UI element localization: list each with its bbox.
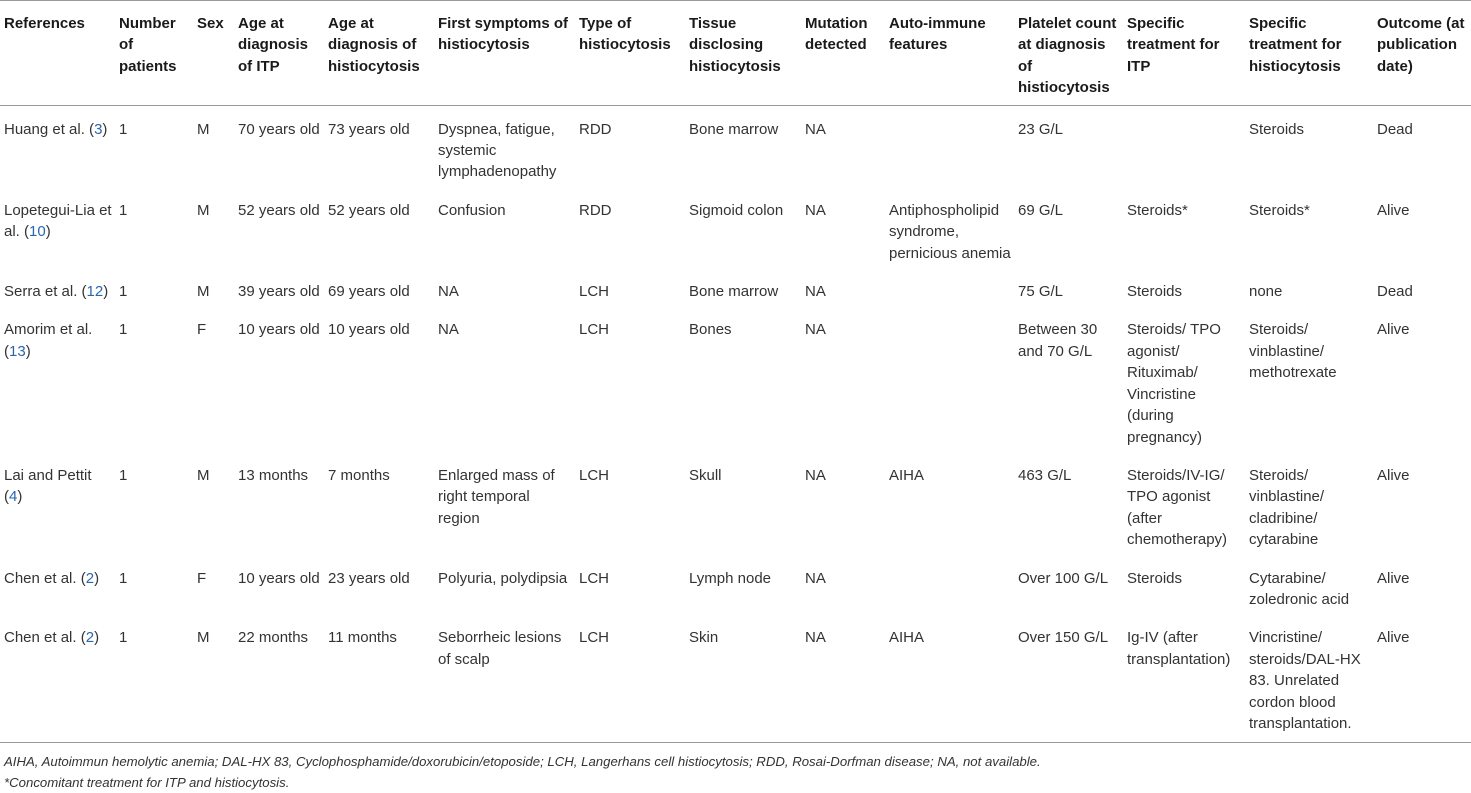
treatment-itp-cell: Steroids/ TPO agonist/ Rituximab/ Vincristine (during pregnancy) [1127,321,1221,446]
reference-link[interactable]: 4 [9,488,18,506]
column-header: Age at diagnosis of ITP [234,1,324,106]
reference-link[interactable]: 10 [29,223,46,241]
platelet-cell: Over 150 G/L [1014,614,1123,743]
tissue-cell: Skin [685,614,801,743]
treatment-histiocytosis-cell: Steroids [1249,120,1305,138]
reference-cell [0,187,115,268]
table-row [0,555,1471,615]
symptoms-cell: Dyspnea, fatigue, systemic lymphadenopathy [438,120,557,181]
mutation-cell: NA [805,466,826,484]
autoimmune-cell: AIHA [889,466,925,484]
column-header: Platelet count at diagnosis of histiocytosis [1014,1,1123,106]
column-header: First symptoms of histiocytosis [434,1,575,106]
sex-cell: F [197,321,207,339]
symptoms-cell: Enlarged mass of right temporal region [438,466,555,527]
symptoms-cell: NA [438,321,459,339]
table-body [0,105,1471,743]
tissue-cell: Skull [689,466,722,484]
reference-text: Huang et al. ( [4,120,95,138]
reference-link[interactable]: 2 [85,629,95,647]
outcome-cell: Alive [1377,569,1410,587]
age-itp-cell: 39 years old [238,283,320,301]
platelet-cell: Between 30 and 70 G/L [1018,321,1098,360]
reference-text-end: ) [17,488,23,506]
header-row [0,1,1471,106]
sex-cell: M [197,283,210,301]
age-itp-cell: 52 years old [238,201,320,219]
reference-text: Serra et al. ( [4,283,87,301]
treatment-itp-cell: Steroids [1127,283,1183,301]
treatment-histiocytosis-cell: Steroids* [1249,201,1310,219]
sex-cell: M [197,120,210,138]
platelet-cell: Over 100 G/L [1018,569,1109,587]
column-header: Age at diagnosis of histiocytosis [324,1,434,106]
age-histiocytosis-cell: 73 years old [328,120,410,138]
mutation-cell: NA [805,283,826,301]
platelet-cell: 75 G/L [1018,283,1064,301]
platelet-cell: 463 G/L [1018,466,1072,484]
treatment-itp-cell: Steroids* [1127,201,1188,219]
mutation-cell: NA [805,201,826,219]
type-cell: RDD [579,120,612,138]
reference-link[interactable]: 12 [86,283,104,301]
treatment-itp-cell: Steroids/IV-IG/ TPO agonist (after chemotherapy) [1127,466,1228,549]
reference-text: Chen et al. ( [4,629,86,647]
column-header: References [0,1,115,106]
age-itp-cell: 10 years old [238,321,320,339]
reference-text: Chen et al. ( [4,569,86,587]
table-row [0,306,1471,451]
reference-cell [0,555,115,615]
column-header: Tissue disclosing histiocytosis [685,1,801,106]
age-histiocytosis-cell: 7 months [328,466,390,484]
patients-cell: 1 [119,120,128,138]
outcome-cell: Alive [1377,321,1410,339]
reference-text: Lopetegui-Lia et al. ( [4,201,112,241]
table-row [0,105,1471,187]
symptoms-cell: Polyuria, polydipsia [438,569,568,587]
symptoms-cell: Confusion [438,201,506,219]
patients-cell: 1 [119,283,128,301]
reference-cell [0,614,115,743]
table-footnotes [0,743,1471,793]
treatment-itp-cell: Ig-IV (after transplantation) [1123,614,1245,743]
patients-cell: 1 [119,201,128,219]
sex-cell: M [197,466,210,484]
reference-text-end: ) [45,223,51,241]
mutation-cell: NA [805,569,826,587]
column-header: Number of patients [115,1,193,106]
age-histiocytosis-cell: 10 years old [328,321,410,339]
type-cell: LCH [579,283,610,301]
type-cell: LCH [575,614,685,743]
reference-link[interactable]: 13 [9,342,26,360]
column-header: Mutation detected [801,1,885,106]
outcome-cell: Alive [1377,201,1410,219]
age-itp-cell: 70 years old [238,120,320,138]
reference-text-end: ) [94,629,100,647]
mutation-cell: NA [801,614,885,743]
column-header: Specific treatment for histiocytosis [1245,1,1373,106]
patients-cell: 1 [119,466,128,484]
platelet-cell: 69 G/L [1018,201,1064,219]
age-itp-cell: 13 months [238,466,309,484]
treatment-histiocytosis-cell: Cytarabine/ zoledronic acid [1249,569,1350,608]
column-header: Outcome (at publication date) [1373,1,1471,106]
platelet-cell: 23 G/L [1018,120,1064,138]
autoimmune-cell [885,555,1014,615]
symptoms-cell: Seborrheic lesions of scalp [434,614,575,743]
age-itp-cell: 10 years old [238,569,320,587]
type-cell: LCH [579,466,610,484]
reference-cell [0,268,115,306]
autoimmune-cell [885,268,1014,306]
patients-cell: 1 [115,614,193,743]
treatment-histiocytosis-cell: Steroids/ vinblastine/ methotrexate [1249,321,1337,382]
column-header: Auto-immune features [885,1,1014,106]
reference-text: Lai and Pettit ( [4,466,92,506]
treatment-itp-cell [1123,105,1245,187]
table-row [0,452,1471,555]
age-histiocytosis-cell: 23 years old [328,569,410,587]
treatment-histiocytosis-cell: Steroids/ vinblastine/ cladribine/ cytarabine [1249,466,1325,549]
table-row [0,268,1471,306]
reference-cell [0,306,115,451]
table-row [0,187,1471,268]
autoimmune-cell: AIHA [885,614,1014,743]
mutation-cell: NA [805,120,826,138]
sex-cell: F [197,569,207,587]
tissue-cell: Bone marrow [689,283,779,301]
age-histiocytosis-cell: 69 years old [328,283,410,301]
outcome-cell: Dead [1377,120,1413,138]
treatment-histiocytosis-cell: none [1249,283,1283,301]
tissue-cell: Bone marrow [689,120,779,138]
column-header: Sex [193,1,234,106]
age-histiocytosis-cell: 52 years old [328,201,410,219]
autoimmune-cell [885,105,1014,187]
age-itp-cell: 22 months [234,614,324,743]
treatment-itp-cell: Steroids [1127,569,1183,587]
tissue-cell: Bones [689,321,732,339]
type-cell: LCH [579,321,610,339]
abbreviations-footnote: AIHA, Autoimmun hemolytic anemia; DAL-HX 83, Cyclophosphamide/doxorubicin/etoposide; LCH, Langerhans cell histiocytosis; RDD, Rosai-Dorfman disease; NA, not available. [4,754,1041,770]
reference-link[interactable]: 2 [85,569,95,587]
reference-text-end: ) [102,120,108,138]
reference-text-end: ) [94,569,100,587]
tissue-cell: Sigmoid colon [689,201,784,219]
tissue-cell: Lymph node [689,569,772,587]
patients-cell: 1 [119,569,128,587]
sex-cell: M [197,201,210,219]
outcome-cell: Dead [1377,283,1413,301]
treatment-histiocytosis-cell: Vincristine/ steroids/DAL-HX 83. Unrelated cordon blood transplantation. [1245,614,1373,743]
table-header [0,1,1471,106]
column-header: Specific treatment for ITP [1123,1,1245,106]
outcome-cell: Alive [1377,466,1410,484]
reference-text-end: ) [103,283,109,301]
symptoms-cell: NA [438,283,459,301]
mutation-cell: NA [805,321,826,339]
column-header: Type of histiocytosis [575,1,685,106]
sex-cell: M [193,614,234,743]
outcome-cell: Alive [1373,614,1471,743]
reference-text-end: ) [25,342,31,360]
autoimmune-cell [885,306,1014,451]
reference-cell [0,105,115,187]
table-row [0,614,1471,743]
type-cell: RDD [579,201,612,219]
autoimmune-cell: Antiphospholipid syndrome, pernicious anemia [889,201,1011,262]
type-cell: LCH [579,569,610,587]
patients-cell: 1 [119,321,128,339]
reference-cell [0,452,115,555]
reference-link[interactable]: 3 [94,120,103,138]
reference-text: Amorim et al. ( [4,321,93,360]
age-histiocytosis-cell: 11 months [324,614,434,743]
concomitant-footnote: *Concomitant treatment for ITP and histiocytosis. [4,775,290,791]
